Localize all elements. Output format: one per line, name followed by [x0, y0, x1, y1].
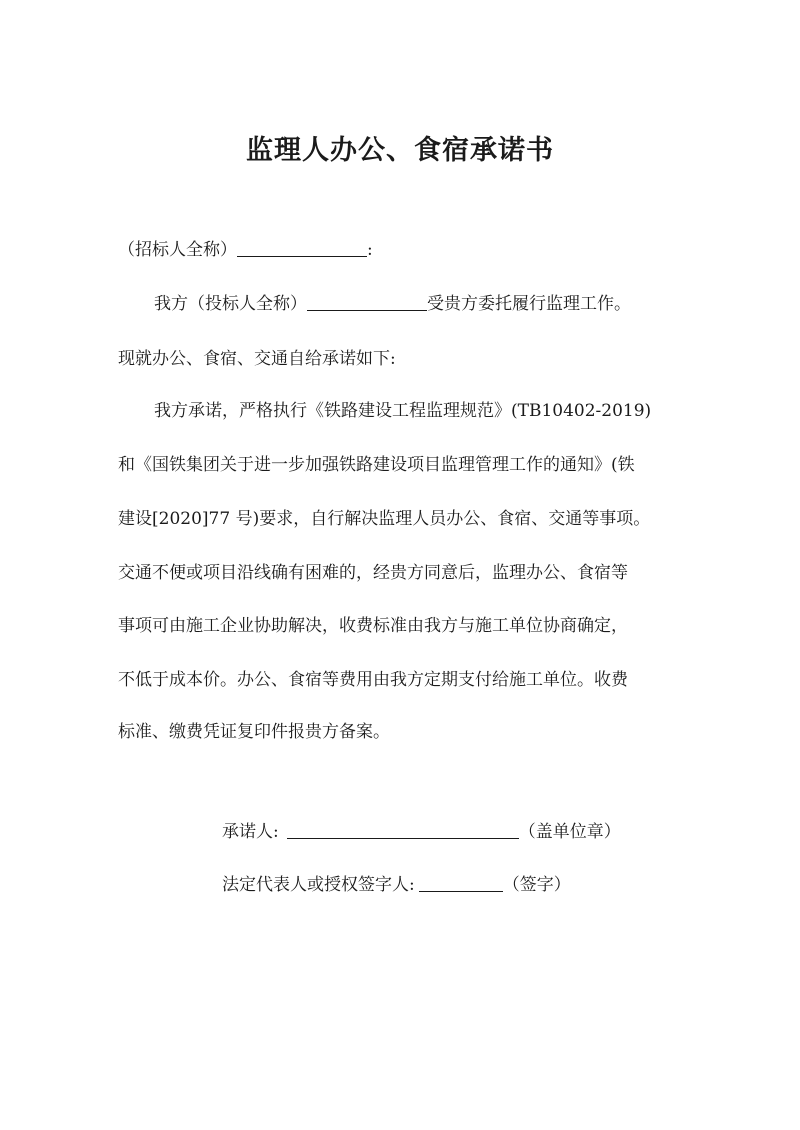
body-line: 标准、缴费凭证复印件报贵方备案。: [118, 722, 390, 742]
salutation-prefix: （招标人全称）: [118, 240, 237, 260]
body-line: 和《国铁集团关于进一步加强铁路建设项目监理管理工作的通知》(铁: [118, 455, 635, 475]
tenderer-name-blank[interactable]: [237, 238, 367, 257]
salutation-line: [118, 238, 373, 262]
promisor-line: [222, 820, 621, 844]
bidder-name-blank[interactable]: [307, 292, 427, 311]
body-line: 建设[2020]77 号)要求，自行解决监理人员办公、食宿、交通等事项。: [118, 509, 651, 529]
intro-suffix: 受贵方委托履行监理工作。: [427, 294, 631, 314]
document-title: 监理人办公、食宿承诺书: [246, 135, 554, 166]
promisor-label: 承诺人:: [222, 822, 279, 842]
representative-label: 法定代表人或授权签字人:: [222, 875, 415, 895]
representative-line: [222, 873, 571, 897]
intro-prefix: 我方（投标人全称）: [154, 294, 307, 314]
salutation-suffix: :: [367, 240, 373, 260]
promisor-note: （盖单位章）: [518, 822, 621, 842]
intro-continuation: 现就办公、食宿、交通自给承诺如下:: [118, 349, 396, 369]
body-line: 不低于成本价。办公、食宿等费用由我方定期支付给施工单位。收费: [118, 670, 628, 690]
body-line: 事项可由施工企业协助解决，收费标准由我方与施工单位协商确定，: [118, 616, 628, 636]
promisor-blank[interactable]: [287, 820, 519, 839]
representative-blank[interactable]: [419, 873, 503, 892]
intro-line: [154, 292, 631, 316]
body-line: 我方承诺，严格执行《铁路建设工程监理规范》(TB10402-2019): [154, 401, 652, 421]
body-line: 交通不便或项目沿线确有困难的，经贵方同意后，监理办公、食宿等: [118, 563, 628, 583]
representative-note: （签字）: [502, 875, 571, 895]
